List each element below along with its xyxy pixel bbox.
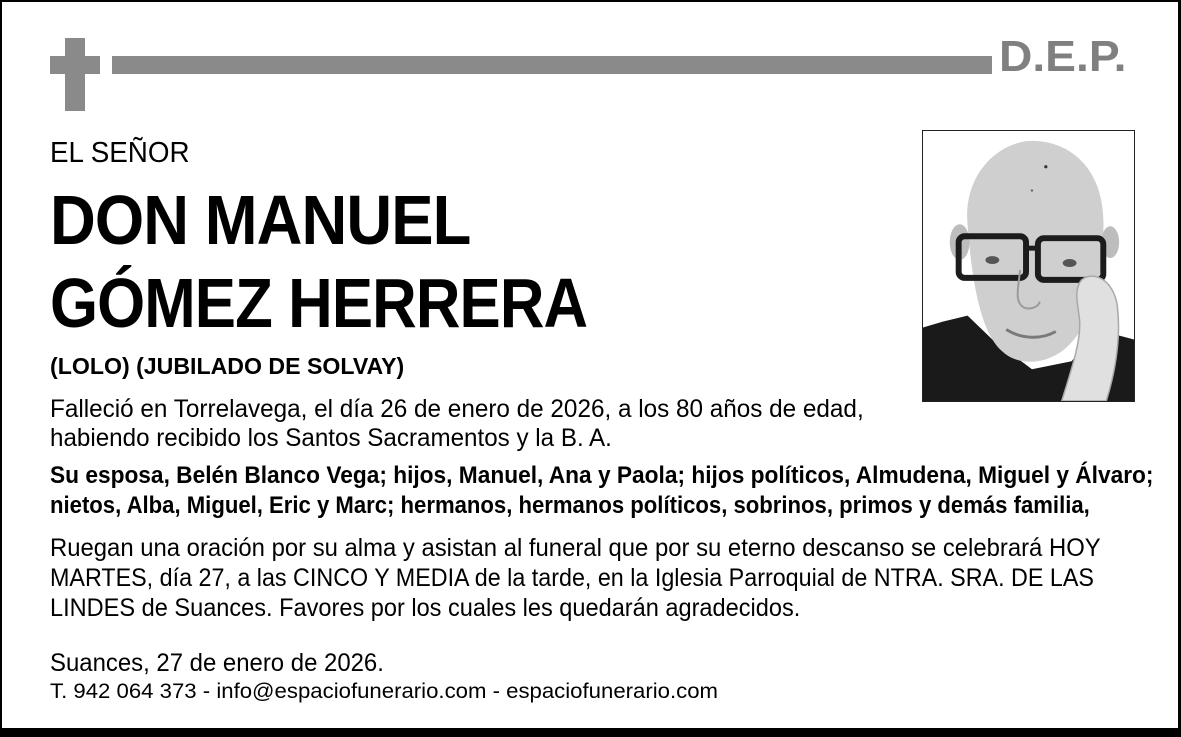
death-notice-line-1: Falleció en Torrelavega, el día 26 de enero de 2026, a los 80 años de edad, [50, 395, 864, 423]
deceased-name-line-1: DON MANUEL [50, 181, 471, 259]
nickname-subtitle: (LOLO) (JUBILADO DE SOLVAY) [50, 353, 405, 379]
contact-info: T. 942 064 373 - info@espaciofunerario.com - espaciofunerario.com [50, 680, 719, 703]
deceased-name-line-2: GÓMEZ HERRERA [50, 264, 588, 342]
funeral-line-1: Ruegan una oración por su alma y asistan al funeral que por su eterno descanso se celebrará HOY [50, 534, 1101, 562]
death-notice-line-2: habiendo recibido los Santos Sacramentos y la B. A. [50, 424, 612, 452]
funeral-line-2: MARTES, día 27, a las CINCO Y MEDIA de la tarde, en la Iglesia Parroquial de NTRA. SRA. DE LAS [50, 564, 1094, 592]
portrait-image-icon [923, 131, 1134, 401]
frame-edge-bottom [0, 728, 1181, 737]
family-line-1: Su esposa, Belén Blanco Vega; hijos, Manuel, Ana y Paola; hijos políticos, Almudena, Miguel y Álvaro; [50, 462, 1154, 489]
cross-icon-arm [50, 56, 100, 74]
portrait-photo [922, 130, 1135, 402]
place-date: Suances, 27 de enero de 2026. [50, 649, 384, 677]
cross-icon [65, 38, 85, 111]
header-rule [112, 56, 992, 74]
dep-label: D.E.P. [999, 32, 1127, 81]
honorific: EL SEÑOR [50, 137, 190, 169]
funeral-line-3: LINDES de Suances. Favores por los cuales les quedarán agradecidos. [50, 594, 801, 622]
family-line-2: nietos, Alba, Miguel, Eric y Marc; hermanos, hermanos políticos, sobrinos, primos y demás familia, [50, 492, 1090, 519]
